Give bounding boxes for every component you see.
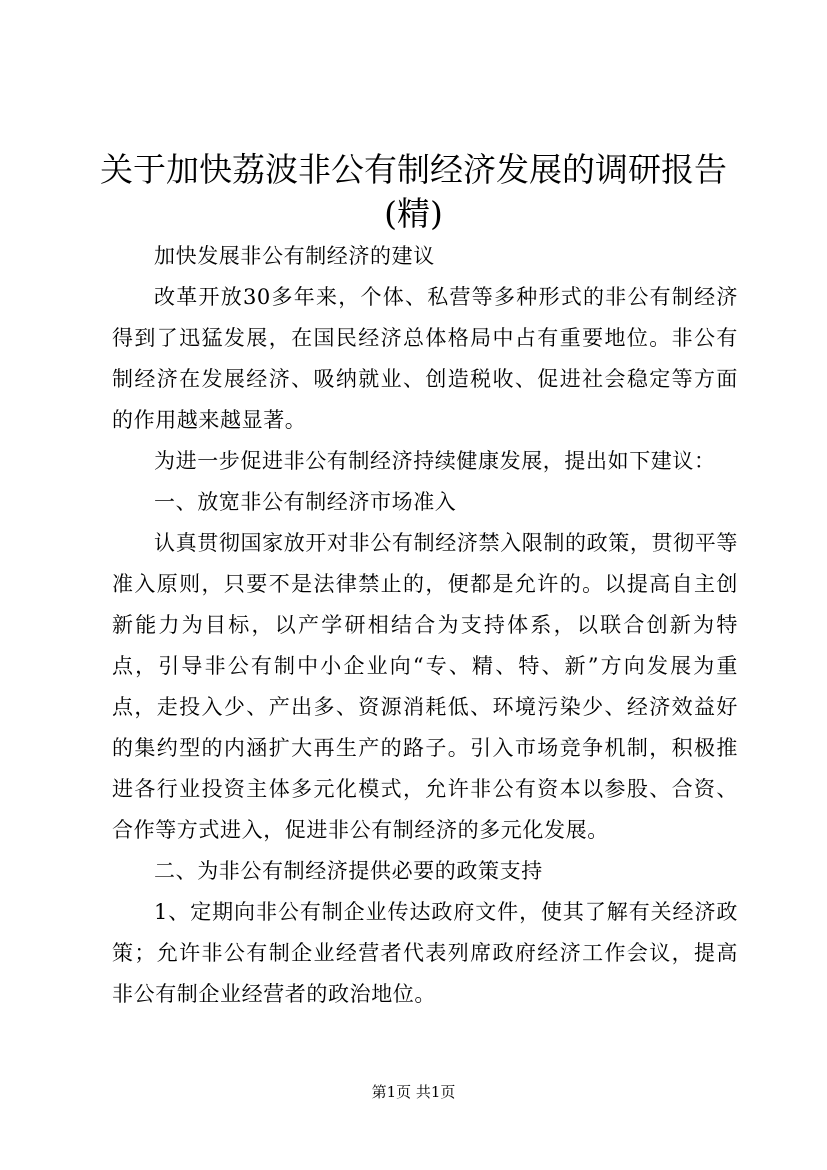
document-body — [112, 236, 738, 1015]
section-heading: 二、为非公有制经济提供必要的政策支持 — [154, 859, 543, 883]
title-line-2: (精) — [384, 194, 443, 233]
paragraph: 为进一步促进非公有制经济持续健康发展，提出如下建议： — [154, 449, 716, 473]
paragraph: 认真贯彻国家放开对非公有制经济禁入限制的政策，贯彻平等准入原则，只要不是法律禁止的，便都是允许的。以提高自主创新能力为目标，以产学研相结合为支持体系，以联合创新为特点，引导非公有制中小企业向“专、精、特、新”方向发展为重点，走投入少、产出多、资源消耗低、环境污染少、经济效益好的集约型的内涵扩大再生产的路子。引入市场竞争机制，积极推进各行业投资主体多元化模式，允许非公有资本以参股、合资、合作等方式进入，促进非公有制经济的多元化发展。 — [112, 531, 738, 842]
section-heading: 一、放宽非公有制经济市场准入 — [154, 490, 457, 514]
document-title — [100, 148, 727, 236]
section-heading: 加快发展非公有制经济的建议 — [154, 244, 435, 268]
paragraph: 1、定期向非公有制企业传达政府文件，使其了解有关经济政策；允许非公有制企业经营者代表列席政府经济工作会议，提高非公有制企业经营者的政治地位。 — [112, 900, 738, 1006]
paragraph: 改革开放30多年来，个体、私营等多种形式的非公有制经济得到了迅猛发展，在国民经济总体格局中占有重要地位。非公有制经济在发展经济、吸纳就业、创造税收、促进社会稳定等方面的作用越来越显著。 — [112, 285, 738, 432]
title-line-1: 关于加快荔波非公有制经济发展的调研报告 — [100, 150, 727, 189]
page-footer: 第1页 共1页 — [371, 1083, 456, 1101]
